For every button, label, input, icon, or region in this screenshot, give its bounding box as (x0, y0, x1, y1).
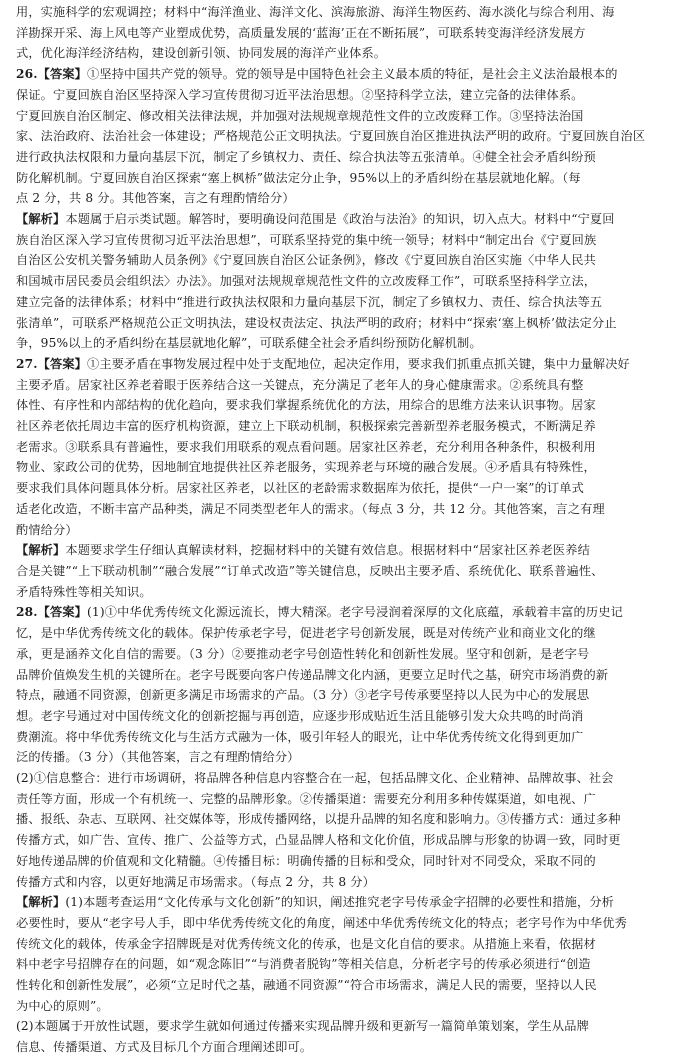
body-text-line: 家、法治政府、法治社会一体建设；严格规范公正文明执法。宁夏回族自治区推进执法严明的政府。宁夏回族自治区 (16, 129, 646, 144)
body-text-line: 酌情给分） (16, 522, 78, 537)
analysis-tag: 【解析】 (16, 212, 66, 227)
question-answer-line (16, 64, 670, 85)
body-text-line: 主要矛盾。居家社区养老着眼于医养结合这一关键点，充分满足了老年人的身心健康需求。②系统具有整 (16, 377, 584, 392)
analysis-text: (1)本题考查运用“文化传承与文化创新”的知识，阐述推究老字号传承金字招牌的必要性和措施，分析 (65, 895, 615, 910)
body-text-line: 物业、家政公司的优势，因地制宜地提供社区养老服务，实现养老与环境的融合发展。④矛盾具有特殊性， (16, 460, 596, 475)
body-text-line: 传播方式，如广告、宣传、推广、公益等方式，凸显品牌人格和文化价值，形成品牌与形象的协调一致，同时更 (16, 833, 621, 848)
body-text-line: 自治区公安机关警务辅助人员条例》《宁夏回族自治区公证条例》，修改《宁夏回族自治区实施〈中华人民共 (16, 253, 596, 268)
body-text-line: 点 2 分，共 8 分。其他答案，言之有理酌情给分） (16, 191, 295, 206)
body-text-line: 特点，融通不同资源，创新更多满足市场需求的产品。（3 分）③老字号传承要坚持以人民为中心的发展思 (16, 688, 590, 703)
body-text-line: 建立完备的法律体系；材料中“推进行政执法权限和力量向基层下沉，制定了乡镇权力、责任、综合执法等五 (16, 294, 603, 309)
body-text-line: 性转化和创新性发展”，必须“立足时代之基，融通不同资源”“符合市场需求，满足人民的需要，坚持以人民 (16, 978, 597, 993)
body-text-line: 料中老字号招牌存在的问题，如“观念陈旧”“与消费者脱钩”等相关信息，分析老字号的传承必须进行“创造 (16, 957, 591, 972)
body-text-line: 争，95%以上的矛盾纠纷在基层就地化解”，可联系健全社会矛盾纠纷预防化解机制。 (16, 336, 482, 351)
answer-tag: 【答案】 (37, 605, 88, 620)
body-text-line: 用，实施科学的宏观调控；材料中“海洋渔业、海洋文化、滨海旅游、海洋生物医药、海水淡化与综合利用、海 (16, 5, 615, 19)
body-text-line: 族自治区深入学习宣传贯彻习近平法治思想”，可联系坚持党的集中统一领导；材料中“制定出台《宁夏回族 (16, 232, 597, 247)
body-text-line: 传播方式和内容，以更好地满足市场需求。（每点 2 分，共 8 分） (16, 874, 375, 889)
analysis-tag: 【解析】 (16, 895, 66, 910)
body-text-line: 适老化改造，不断丰富产品种类，满足不同类型老年人的需求。（每点 3 分，共 12 分。其他答案，言之有理 (16, 501, 605, 516)
question-number: 28. (16, 605, 38, 620)
analysis-line (16, 540, 670, 561)
body-text-line: 播、报纸、杂志、互联网、社交媒体等，形成传播网络，以提升品牌的知名度和影响力。③传播方式：通过多种 (16, 812, 621, 827)
answer-tag: 【答案】 (37, 356, 88, 371)
question-number: 27. (16, 356, 38, 371)
body-text-line: 必要性时，要从“老字号人手，即中华优秀传统文化的角度，阐述中华优秀传统文化的特点；老字号作为中华优秀 (16, 915, 627, 930)
body-text-line: 洋勘探开采、海上风电等产业塑成优势，高质量发展的‘蓝海’正在不断拓展”，可联系转变海洋经济发展方 (16, 25, 586, 40)
question-number: 26. (16, 67, 38, 82)
body-text-line: 保证。宁夏回族自治区坚持深入学习宣传贯彻习近平法治思想。②坚持科学立法，建立完备的法律体系。 (16, 87, 584, 102)
body-text-line: (2)本题属于开放性试题，要求学生就如何通过传播来实现品牌升级和更新写一篇简单策划案，学生从品牌 (16, 1019, 589, 1034)
body-text-line: 品牌价值焕发生机的关键所在。老字号既要向客户传递品牌文化内涵，更要立足时代之基，研究市场消费的新 (16, 667, 609, 682)
analysis-line (16, 209, 670, 230)
body-text-line: 张清单”，可联系严格规范公正文明执法，建设权责法定、执法严明的政府；材料中“探索‘塞上枫桥’做法定分止 (16, 315, 617, 330)
body-text-line: 承，更是涵养文化自信的需要。（3 分）②要推动老字号创造性转化和创新性发展。坚守和创新，是老字号 (16, 646, 590, 661)
body-text-line: 防化解机制。宁夏回族自治区探索“塞上枫桥”做法定分止争，95%以上的矛盾纠纷在基层就地化解。（每 (16, 170, 581, 185)
answer-text: (1)①中华优秀传统文化源远流长，博大精深。老字号浸润着深厚的文化底蕴，承载着丰富的历史记 (87, 605, 623, 620)
answer-tag: 【答案】 (37, 67, 88, 82)
body-text-line: 矛盾特殊性等相关知识。 (16, 584, 152, 599)
analysis-line (16, 892, 670, 913)
analysis-text: 本题要求学生仔细认真解读材料，挖掘材料中的关键有效信息。根据材料中“居家社区养老医养结 (65, 543, 590, 558)
body-text-line: 好地传递品牌的价值观和文化精髓。④传播目标：明确传播的目标和受众，同时针对不同受众，采取不同的 (16, 853, 596, 868)
body-text-line: 合是关键”“上下联动机制”“融合发展”“订单式改造”等关键信息，反映出主要矛盾、系统优化、联系普遍性、 (16, 563, 604, 578)
body-text-line: 为中心的原则”。 (16, 998, 109, 1013)
answer-text: ①主要矛盾在事物发展过程中处于支配地位，起决定作用，要求我们抓重点抓关键，集中力量解决好 (87, 356, 630, 371)
body-text-line: 传统文化的载体，传承金字招牌既是对优秀传统文化的传承，也是文化自信的要求。从措施上来看，依据材 (16, 936, 596, 951)
answer-text: ①坚持中国共产党的领导。党的领导是中国特色社会主义最本质的特征，是社会主义法治最根本的 (87, 67, 618, 82)
analysis-text: 本题属于启示类试题。解答时，要明确设问范围是《政治与法治》的知识，切入点大。材料中“宁夏回 (65, 212, 615, 227)
question-answer-line (16, 602, 670, 623)
body-text-line: 式，优化海洋经济结构，建设创新引领、协同发展的海洋产业体系。 (16, 46, 387, 61)
body-text-line: 宁夏回族自治区制定、修改相关法律法规，并加强对法规规章规范性文件的立改废释工作。③坚持法治国 (16, 108, 584, 123)
body-text-line: 进行政执法权限和力量向基层下沉，制定了乡镇权力、责任、综合执法等五张清单。④健全社会矛盾纠纷预 (16, 149, 596, 164)
question-answer-line (16, 354, 670, 375)
body-text-line: 责任等方面，形成一个有机统一、完整的品牌形象。②传播渠道：需要充分利用多种传媒渠道，如电视、广 (16, 791, 596, 806)
body-text-line: 社区养老依托周边丰富的医疗机构资源，建立上下联动机制，积极探索完善新型养老服务模式，不断满足养 (16, 419, 596, 434)
analysis-tag: 【解析】 (16, 543, 66, 558)
body-text-line: 要求我们具体问题具体分析。居家社区养老，以社区的老龄需求数据库为依托，提供“一户一案”的订单式 (16, 481, 584, 496)
body-text-line: 忆，是中华优秀传统文化的载体。保护传承老字号，促进老字号创新发展，既是对传统产业和商业文化的继 (16, 626, 596, 641)
body-text-line: 信息、传播渠道、方式及目标几个方面合理阐述即可。 (16, 1040, 313, 1055)
body-text-line: 泛的传播。（3 分）（其他答案，言之有理酌情给分） (16, 750, 300, 765)
body-text-line: 费潮流。将中华优秀传统文化与生活方式融为一体，吸引年轻人的眼光，让中华优秀传统文化得到更加广 (16, 729, 584, 744)
body-text-line: 老需求。③联系具有普遍性，要求我们用联系的观点看问题。居家社区养老，充分利用各种条件，积极利用 (16, 439, 596, 454)
body-text-line: 想。老字号通过对中国传统文化的创新挖掘与再创造，应逐步形成贴近生活且能够引发大众共鸣的时尚消 (16, 708, 584, 723)
body-text-line: 和国城市居民委员会组织法〉办法》。加强对法规规章规范性文件的立改废释工作”，可联系坚持科学立法， (16, 274, 597, 289)
body-text-line: 体性、有序性和内部结构的优化趋向，要求我们掌握系统优化的方法，用综合的思维方法来认识事物。居家 (16, 398, 596, 413)
body-text-line: (2)①信息整合：进行市场调研，将品牌各种信息内容整合在一起，包括品牌文化、企业精神、品牌故事、社会 (16, 771, 614, 786)
